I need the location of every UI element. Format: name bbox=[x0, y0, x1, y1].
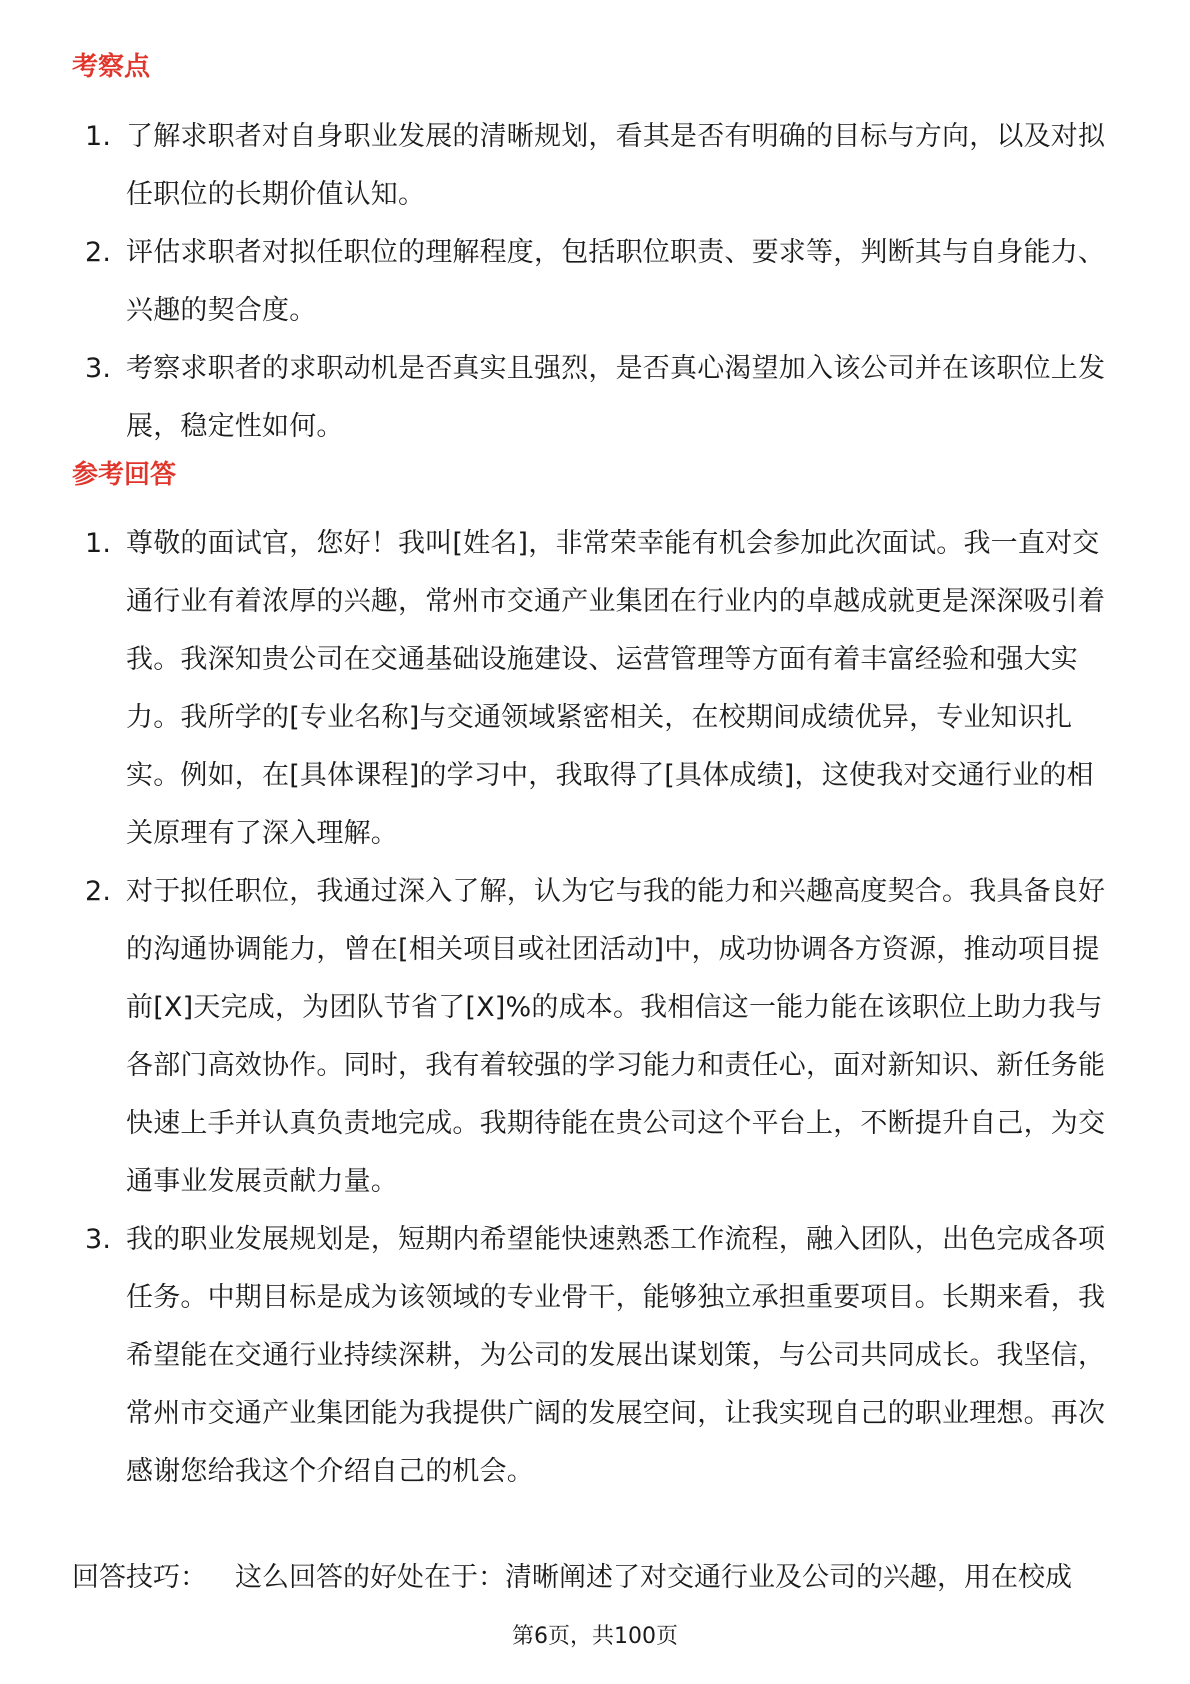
list-item-text: 我的职业发展规划是，短期内希望能快速熟悉工作流程，融入团队，出色完成各项任务。中期目标是成为该领域的专业骨干，能够独立承担重要项目。长期来看，我希望能在交通行业持续深耕，为公司的发展出谋划策，与公司共同成长。我坚信，常州市交通产业集团能为我提供广阔的发展空间，让我实现自己的职业理想。再次感谢您给我这个介绍自己的机会。 bbox=[126, 1224, 1106, 1487]
list-number: 2. bbox=[85, 237, 112, 268]
list-item bbox=[0, 1211, 1111, 1501]
page-footer: 第6页，共100页 bbox=[512, 1624, 678, 1649]
list-item bbox=[0, 340, 1111, 456]
list-item-text: 对于拟任职位，我通过深入了解，认为它与我的能力和兴趣高度契合。我具备良好的沟通协调能力，曾在[相关项目或社团活动]中，成功协调各方资源，推动项目提前[X]天完成，为团队节省了[X]%的成本。我相信这一能力能在该职位上助力我与各部门高效协作。同时，我有着较强的学习能力和责任心，面对新知识、新任务能快速上手并认真负责地完成。我期待能在贵公司这个平台上，不断提升自己，为交通事业发展贡献力量。 bbox=[126, 876, 1106, 1197]
list-item bbox=[0, 224, 1111, 340]
tips-label: 回答技巧： bbox=[72, 1562, 207, 1593]
list-item-text: 考察求职者的求职动机是否真实且强烈，是否真心渴望加入该公司并在该职位上发展，稳定性如何。 bbox=[126, 353, 1106, 442]
list-item-text: 了解求职者对自身职业发展的清晰规划，看其是否有明确的目标与方向，以及对拟任职位的长期价值认知。 bbox=[126, 121, 1106, 210]
section-heading-answer: 参考回答 bbox=[72, 460, 177, 490]
list-item-text: 尊敬的面试官，您好！我叫[姓名]，非常荣幸能有机会参加此次面试。我一直对交通行业有着浓厚的兴趣，常州市交通产业集团在行业内的卓越成就更是深深吸引着我。我深知贵公司在交通基础设施建设、运营管理等方面有着丰富经验和强大实力。我所学的[专业名称]与交通领域紧密相关，在校期间成绩优异，专业知识扎实。例如，在[具体课程]的学习中，我取得了[具体成绩]，这使我对交通行业的相关原理有了深入理解。 bbox=[126, 528, 1106, 849]
tips-text: 这么回答的好处在于：清晰阐述了对交通行业及公司的兴趣，用在校成 bbox=[235, 1562, 1072, 1593]
kaocha-list bbox=[0, 108, 1111, 456]
list-item bbox=[0, 108, 1111, 224]
section-heading-kaocha: 考察点 bbox=[72, 52, 151, 82]
answer-tips bbox=[72, 1558, 1072, 1598]
answer-list bbox=[0, 515, 1111, 1501]
list-number: 1. bbox=[85, 121, 112, 152]
list-item-text: 评估求职者对拟任职位的理解程度，包括职位职责、要求等，判断其与自身能力、兴趣的契合度。 bbox=[126, 237, 1106, 326]
list-number: 1. bbox=[85, 528, 112, 559]
list-item bbox=[0, 515, 1111, 863]
list-number: 3. bbox=[85, 353, 112, 384]
list-item bbox=[0, 863, 1111, 1211]
list-number: 2. bbox=[85, 876, 112, 907]
list-number: 3. bbox=[85, 1224, 112, 1255]
